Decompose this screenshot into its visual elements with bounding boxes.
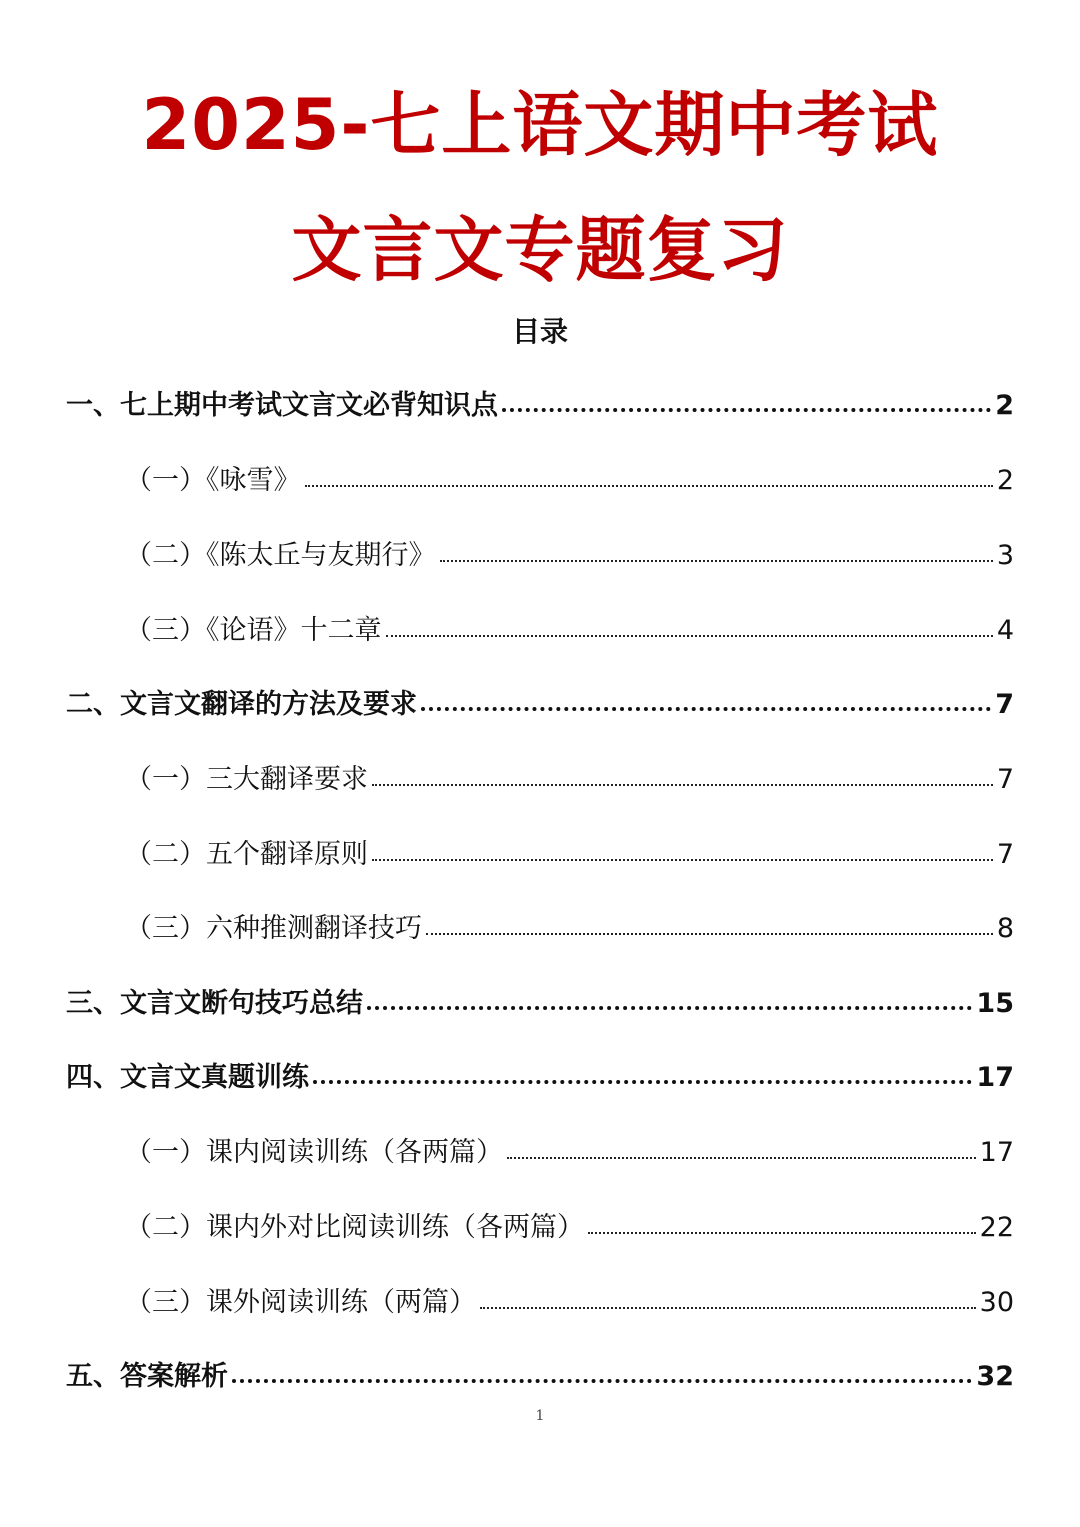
toc-entry-section-4-3[interactable] xyxy=(125,1280,1014,1320)
toc-entry-page: 2 xyxy=(996,465,1014,496)
toc-entry-text: （二）课内外对比阅读训练（各两篇） xyxy=(125,1212,584,1243)
toc-entry-text: （二）《陈太丘与友期行》 xyxy=(125,540,436,571)
toc-dot-leader xyxy=(313,1080,972,1084)
document-title-line-1: 2025-七上语文期中考试 xyxy=(141,84,939,166)
toc-entry-text: （三）六种推测翻译技巧 xyxy=(125,913,422,944)
toc-dot-leader xyxy=(372,859,993,861)
toc-entry-section-1-3[interactable] xyxy=(125,608,1014,648)
toc-dot-leader xyxy=(426,933,993,935)
toc-dot-leader xyxy=(305,485,993,487)
toc-entry-page: 22 xyxy=(979,1212,1014,1243)
toc-dot-leader xyxy=(386,635,993,637)
toc-entry-page: 15 xyxy=(976,988,1014,1019)
toc-entry-text: 一、七上期中考试文言文必背知识点 xyxy=(66,390,498,421)
toc-entry-section-1-2[interactable] xyxy=(125,533,1014,573)
toc-entry-text: （二）五个翻译原则 xyxy=(125,839,368,870)
toc-dot-leader xyxy=(440,560,993,562)
toc-dot-leader xyxy=(367,1006,972,1010)
toc-entry-section-1[interactable] xyxy=(66,383,1014,423)
toc-entry-section-3[interactable] xyxy=(66,981,1014,1021)
toc-entry-page: 17 xyxy=(976,1062,1014,1093)
toc-entry-page: 17 xyxy=(979,1137,1014,1168)
toc-entry-section-2-1[interactable] xyxy=(125,757,1014,797)
toc-entry-text: 四、文言文真题训练 xyxy=(66,1062,309,1093)
toc-entry-section-1-1[interactable] xyxy=(125,458,1014,498)
toc-entry-section-5[interactable] xyxy=(66,1354,1014,1394)
document-title-line-2: 文言文专题复习 xyxy=(291,209,789,291)
toc-entry-section-4[interactable] xyxy=(66,1055,1014,1095)
toc-entry-text: （一）课内阅读训练（各两篇） xyxy=(125,1137,503,1168)
toc-entry-page: 3 xyxy=(996,540,1014,571)
toc-entry-page: 4 xyxy=(996,615,1014,646)
toc-entry-section-4-2[interactable] xyxy=(125,1205,1014,1245)
toc-entry-text: 三、文言文断句技巧总结 xyxy=(66,988,363,1019)
toc-dot-leader xyxy=(588,1232,976,1234)
toc-entry-text: （三）课外阅读训练（两篇） xyxy=(125,1287,476,1318)
toc-entry-text: （一）三大翻译要求 xyxy=(125,764,368,795)
toc-heading: 目录 xyxy=(511,315,568,348)
toc-dot-leader xyxy=(372,784,993,786)
toc-dot-leader xyxy=(421,707,991,711)
toc-entry-text: 五、答案解析 xyxy=(66,1361,228,1392)
toc-dot-leader xyxy=(232,1379,972,1383)
toc-entry-page: 32 xyxy=(976,1361,1014,1392)
toc-entry-page: 7 xyxy=(996,839,1014,870)
toc-entry-section-2[interactable] xyxy=(66,682,1014,722)
toc-entry-text: （一）《咏雪》 xyxy=(125,465,301,496)
toc-entry-page: 7 xyxy=(995,689,1014,720)
toc-dot-leader xyxy=(507,1157,976,1159)
toc-entry-text: 二、文言文翻译的方法及要求 xyxy=(66,689,417,720)
toc-entry-page: 8 xyxy=(996,913,1014,944)
toc-entry-page: 7 xyxy=(996,764,1014,795)
toc-entry-page: 30 xyxy=(979,1287,1014,1318)
toc-entry-section-2-2[interactable] xyxy=(125,832,1014,872)
toc-entry-section-4-1[interactable] xyxy=(125,1130,1014,1170)
toc-entry-section-2-3[interactable] xyxy=(125,906,1014,946)
toc-dot-leader xyxy=(480,1307,976,1309)
toc-dot-leader xyxy=(502,408,991,412)
page-number: 1 xyxy=(535,1408,545,1424)
toc-entry-page: 2 xyxy=(995,390,1014,421)
toc-entry-text: （三）《论语》十二章 xyxy=(125,615,382,646)
